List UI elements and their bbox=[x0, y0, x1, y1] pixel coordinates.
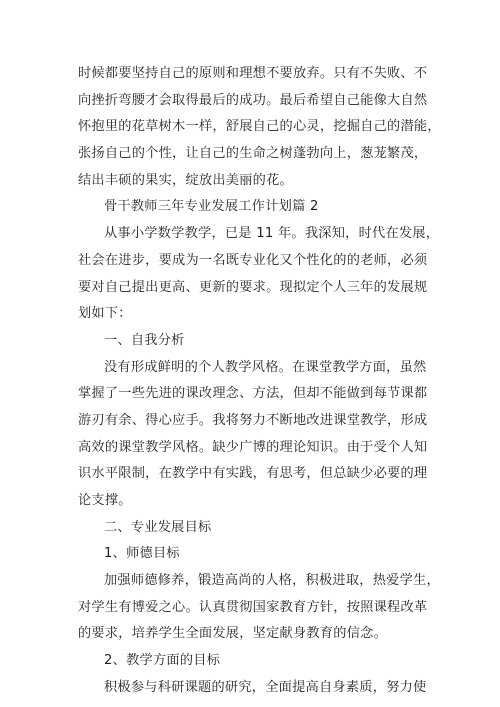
text-line: 划如下： bbox=[78, 306, 132, 322]
text-line: 结出丰硕的果实，绽放出美丽的花。 bbox=[78, 172, 293, 188]
text-line: 1、师德目标 bbox=[104, 546, 180, 562]
text-line: 论支撑。 bbox=[78, 493, 132, 508]
text-line: 时候都要坚持自己的原则和理想不要放弃。只有不失败、不 bbox=[78, 66, 428, 81]
text-line: 要对自己提出更高、更新的要求。现拟定个人三年的发展规 bbox=[78, 279, 428, 295]
text-line: 对学生有博爱之心。认真贯彻国家教育方针，按照课程改革 bbox=[78, 599, 428, 615]
text-line: 的要求，培养学生全面发展，坚定献身教育的信念。 bbox=[78, 626, 388, 642]
text-line: 加强师德修养，锻造高尚的人格，积极进取，热爱学生， bbox=[104, 573, 440, 589]
text-line: 一、自我分析 bbox=[104, 332, 185, 348]
document-body bbox=[78, 61, 441, 702]
text-line: 识水平限制，在教学中有实践，有思考，但总缺少必要的理 bbox=[78, 466, 428, 482]
text-line: 2、教学方面的目标 bbox=[104, 653, 221, 669]
text-line: 从事小学数学教学，已是 11 年。我深知，时代在发展， bbox=[104, 226, 440, 242]
text-line: 向挫折弯腰才会取得最后的成功。最后希望自己能像大自然 bbox=[78, 92, 428, 108]
text-line: 张扬自己的个性，让自己的生命之树蓬勃向上，葱茏繁茂， bbox=[78, 146, 428, 162]
text-line: 没有形成鲜明的个人教学风格。在课堂教学方面，虽然 bbox=[104, 359, 427, 375]
text-line: 骨干教师三年专业发展工作计划篇 2 bbox=[104, 199, 319, 215]
text-line: 二、专业发展目标 bbox=[104, 519, 212, 535]
text-line: 社会在进步，要成为一名既专业化又个性化的的老师，必须 bbox=[78, 252, 428, 268]
text-line: 高效的课堂教学风格。缺少广博的理论知识。由于受个人知 bbox=[78, 439, 428, 455]
text-line: 怀抱里的花草树木一样，舒展自己的心灵，挖掘自己的潜能， bbox=[78, 119, 441, 135]
text-line: 积极参与科研课题的研究，全面提高自身素质，努力使 bbox=[104, 679, 427, 695]
text-line: 游刃有余、得心应手。我将努力不断地改进课堂教学，形成 bbox=[78, 412, 428, 428]
text-line: 掌握了一些先进的课改理念、方法，但却不能做到每节课都 bbox=[78, 386, 428, 402]
